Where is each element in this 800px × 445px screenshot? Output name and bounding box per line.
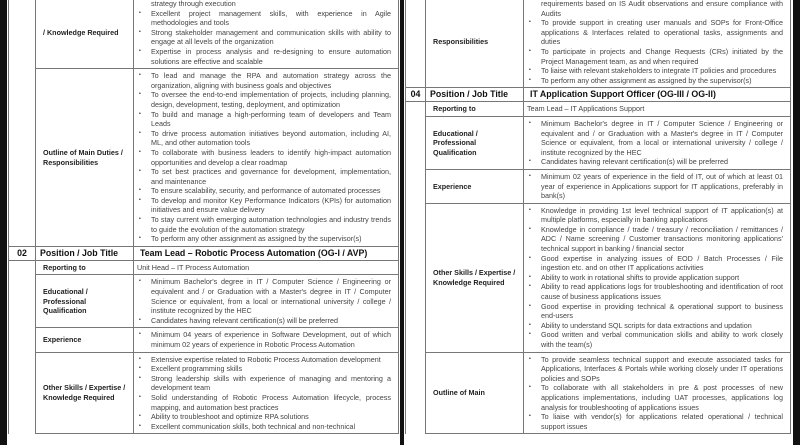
field-bullets — [524, 169, 791, 203]
bullet-item: ▪ Good expertise in providing technical & operational support to business end-users — [527, 302, 783, 321]
field-bullets — [524, 352, 791, 434]
field-bullets — [134, 352, 399, 434]
bullet-item: ▪ Ability to read applications logs for troubleshooting and identification of root cause of business applications issues — [527, 282, 783, 301]
right-column — [405, 0, 791, 434]
table-row — [9, 352, 399, 434]
bullet-item: ▪ Strong stakeholder management and communication skills with ability to engage at all levels of the organization — [137, 28, 391, 47]
position-number: 02 — [9, 246, 36, 260]
bullet-item: ▪ To develop and monitor Key Performance Indicators (KPIs) for automation initiatives and ensure value delivery — [137, 196, 391, 215]
bullet-item: ▪ To stay current with emerging automation technologies and industry trends to guide the evolution of the automation strategy — [137, 215, 391, 234]
bullet-item: ▪ Candidates having relevant certification(s) will be preferred — [527, 157, 783, 167]
bullet-item: ▪ Ability to understand SQL scripts for data extractions and updation — [527, 321, 783, 331]
field-label: Other Skills / Expertise / Knowledge Required — [426, 203, 524, 352]
bullet-item: ▪ To liaise with vendor(s) for applications related operational / technical support issues — [527, 412, 783, 431]
job-table-right — [405, 0, 791, 434]
bullet-item: ▪ To provide seamless technical support and execute associated tasks for Applications, Interfaces & Portals while working closely under IT operations policies and SOPs — [527, 355, 783, 384]
bullet-item: ▪ To drive process automation initiatives beyond automation, including AI, ML, and other automation tools — [137, 129, 391, 148]
position-header-row — [406, 88, 791, 102]
bullet-item: ▪ To liaise with relevant stakeholders to integrate IT policies and procedures — [527, 66, 783, 76]
bullet-item: ▪ Knowledge in providing 1st level technical support of IT application(s) at multiple platforms, especially in banking applications — [527, 206, 783, 225]
position-title-value: IT Application Support Officer (OG-III / OG-II) — [524, 88, 791, 102]
table-row — [9, 260, 399, 275]
table-row — [9, 69, 399, 247]
table-row — [406, 0, 791, 88]
bullet-item: ▪ Ability to troubleshoot and optimize RPA solutions — [137, 412, 391, 422]
bullet-list — [527, 0, 783, 85]
position-header-row — [9, 246, 399, 260]
field-value: Unit Head – IT Process Automation — [134, 260, 399, 275]
field-label: Reporting to — [36, 260, 134, 275]
bullet-list — [527, 206, 783, 350]
bullet-item: ▪ Extensive expertise related to Robotic Process Automation development — [137, 355, 391, 365]
bullet-item: requirements based on IS Audit observations and ensure compliance with Audits — [541, 0, 783, 18]
number-cell-empty — [406, 116, 426, 169]
position-number: 04 — [406, 88, 426, 102]
table-row — [406, 102, 791, 117]
field-label: / Knowledge Required — [36, 0, 134, 69]
bullet-item: ▪ Strong leadership skills with experience of managing and mentoring a development team — [137, 374, 391, 393]
number-cell-empty — [9, 0, 36, 69]
bullet-item: ▪ Ability to work in rotational shifts to provide application support — [527, 273, 783, 283]
number-cell-empty — [9, 352, 36, 434]
bullet-item: ▪ To perform any other assignment as assigned by the supervisor(s) — [527, 76, 783, 86]
bullet-item: ▪ Knowledge in compliance / trade / treasury / reconciliation / remittances / ADC / Name screening / Customer transactions monitoring applications' technical support in banking / financial sector — [527, 225, 783, 254]
bullet-item: ▪ Excellent communication skills, both technical and non-technical — [137, 422, 391, 432]
left-border-bar — [0, 0, 7, 445]
table-row — [9, 275, 399, 328]
bullet-list — [137, 0, 391, 66]
bullet-item: ▪ Minimum Bachelor's degree in IT / Computer Science / Engineering or equivalent and / or Graduation with a Master's degree in IT / Computer Science or equivalent, from a local or international university / college / institute recognized by the HEC — [527, 119, 783, 157]
bullet-item: ▪ To set best practices and governance for development, implementation, and maintenance — [137, 167, 391, 186]
number-cell-empty — [406, 0, 426, 88]
field-label: Experience — [36, 328, 134, 352]
number-cell-empty — [406, 352, 426, 434]
bullet-item: ▪ Minimum 02 years of experience in the field of IT, out of which at least 01 year of experience in Applications support for IT applications, preferably in bank(s) — [527, 172, 783, 201]
number-cell-empty — [9, 328, 36, 352]
field-bullets — [524, 116, 791, 169]
field-label: Educational / Professional Qualification — [36, 275, 134, 328]
table-row — [9, 328, 399, 352]
bullet-list — [137, 277, 391, 325]
bullet-item: ▪ Good written and verbal communication skills and ability to work closely with the team(s) — [527, 330, 783, 349]
position-title-label: Position / Job Title — [36, 246, 134, 260]
field-bullets — [134, 328, 399, 352]
bullet-item: ▪ To lead and manage the RPA and automation strategy across the organization, aligning with business goals and objectives — [137, 71, 391, 90]
table-row — [406, 116, 791, 169]
field-label: Outline of Main Duties / Responsibilities — [36, 69, 134, 247]
bullet-list — [137, 330, 391, 349]
table-row — [9, 0, 399, 69]
bullet-item: strategy through execution — [151, 0, 236, 8]
field-bullets — [134, 0, 399, 69]
bullet-item: ▪ Excellent programming skills — [137, 364, 391, 374]
table-row — [406, 352, 791, 434]
field-label: Educational / Professional Qualification — [426, 116, 524, 169]
bullet-item: ▪ To collaborate with business leaders to identify high-impact automation opportunities and develop a clear roadmap — [137, 148, 391, 167]
bullet-item: ▪ Minimum 04 years of experience in Software Development, out of which minimum 02 years of experience in Robotic Process Automation — [137, 330, 391, 349]
bullet-item: ▪ Minimum Bachelor's degree in IT / Computer Science / Engineering or equivalent and / or Graduation with a Master's degree in IT / Computer Science or equivalent, from a local or international university / college / institute recognized by the HEC — [137, 277, 391, 315]
bullet-item: ▪ Solid understanding of Robotic Process Automation lifecycle, process mapping, and automation best practices — [137, 393, 391, 412]
number-cell-empty — [9, 275, 36, 328]
bullet-list — [137, 355, 391, 432]
bullet-item: ▪ To ensure scalability, security, and performance of automated processes — [137, 186, 391, 196]
number-cell-empty — [406, 169, 426, 203]
bullet-item: ▪ Good expertise in analyzing issues of EOD / Batch Processes / File ingestion etc. and on other IT applications activities — [527, 254, 783, 273]
bullet-item: ▪ To perform any other assignment as assigned by the supervisor(s) — [137, 234, 391, 244]
field-label: Responsibilities — [426, 0, 524, 88]
bullet-item: ▪ Excellent project management skills, with experience in Agile methodologies and tools — [137, 9, 391, 28]
field-label: Reporting to — [426, 102, 524, 117]
bullet-item: ▪ To collaborate with all stakeholders in pre & post processes of new applications implementations, including UAT processes, applications log analysis for troubleshooting of applications issues — [527, 383, 783, 412]
left-column — [8, 0, 399, 434]
number-cell-empty — [406, 203, 426, 352]
right-border-bar — [793, 0, 800, 445]
field-label: Experience — [426, 169, 524, 203]
number-cell-empty — [406, 102, 426, 117]
bullet-item: ▪ To build and manage a high-performing team of developers and Team Leads — [137, 110, 391, 129]
bullet-item: ▪ To participate in projects and Change Requests (CRs) initiated by the Project Management team, as and when required — [527, 47, 783, 66]
bullet-item: ▪ Candidates having relevant certification(s) will be preferred — [137, 316, 391, 326]
field-bullets — [134, 69, 399, 247]
field-label: Other Skills / Expertise / Knowledge Required — [36, 352, 134, 434]
table-row — [406, 169, 791, 203]
table-row — [406, 203, 791, 352]
field-value: Team Lead – IT Applications Support — [524, 102, 791, 117]
bullet-list — [527, 172, 783, 201]
field-label: Outline of Main — [426, 352, 524, 434]
bullet-list — [527, 355, 783, 432]
field-bullets — [524, 203, 791, 352]
job-table-left — [8, 0, 399, 434]
column-divider-bar — [400, 0, 404, 445]
bullet-list — [137, 71, 391, 244]
bullet-item: ▪ To oversee the end-to-end implementation of projects, including planning, design, development, testing, deployment, and optimization — [137, 90, 391, 109]
bullet-list — [527, 119, 783, 167]
number-cell-empty — [9, 260, 36, 275]
number-cell-empty — [9, 69, 36, 247]
field-bullets — [134, 275, 399, 328]
bullet-item: ▪ Expertise in process analysis and re-designing to ensure automation solutions are effective and scalable — [137, 47, 391, 66]
field-bullets — [524, 0, 791, 88]
position-title-value: Team Lead – Robotic Process Automation (OG-I / AVP) — [134, 246, 399, 260]
bullet-item: ▪ To provide support in creating user manuals and SOPs for Front-Office applications & Interfaces related to operational tasks, assignments and duties — [527, 18, 783, 47]
position-title-label: Position / Job Title — [426, 88, 524, 102]
